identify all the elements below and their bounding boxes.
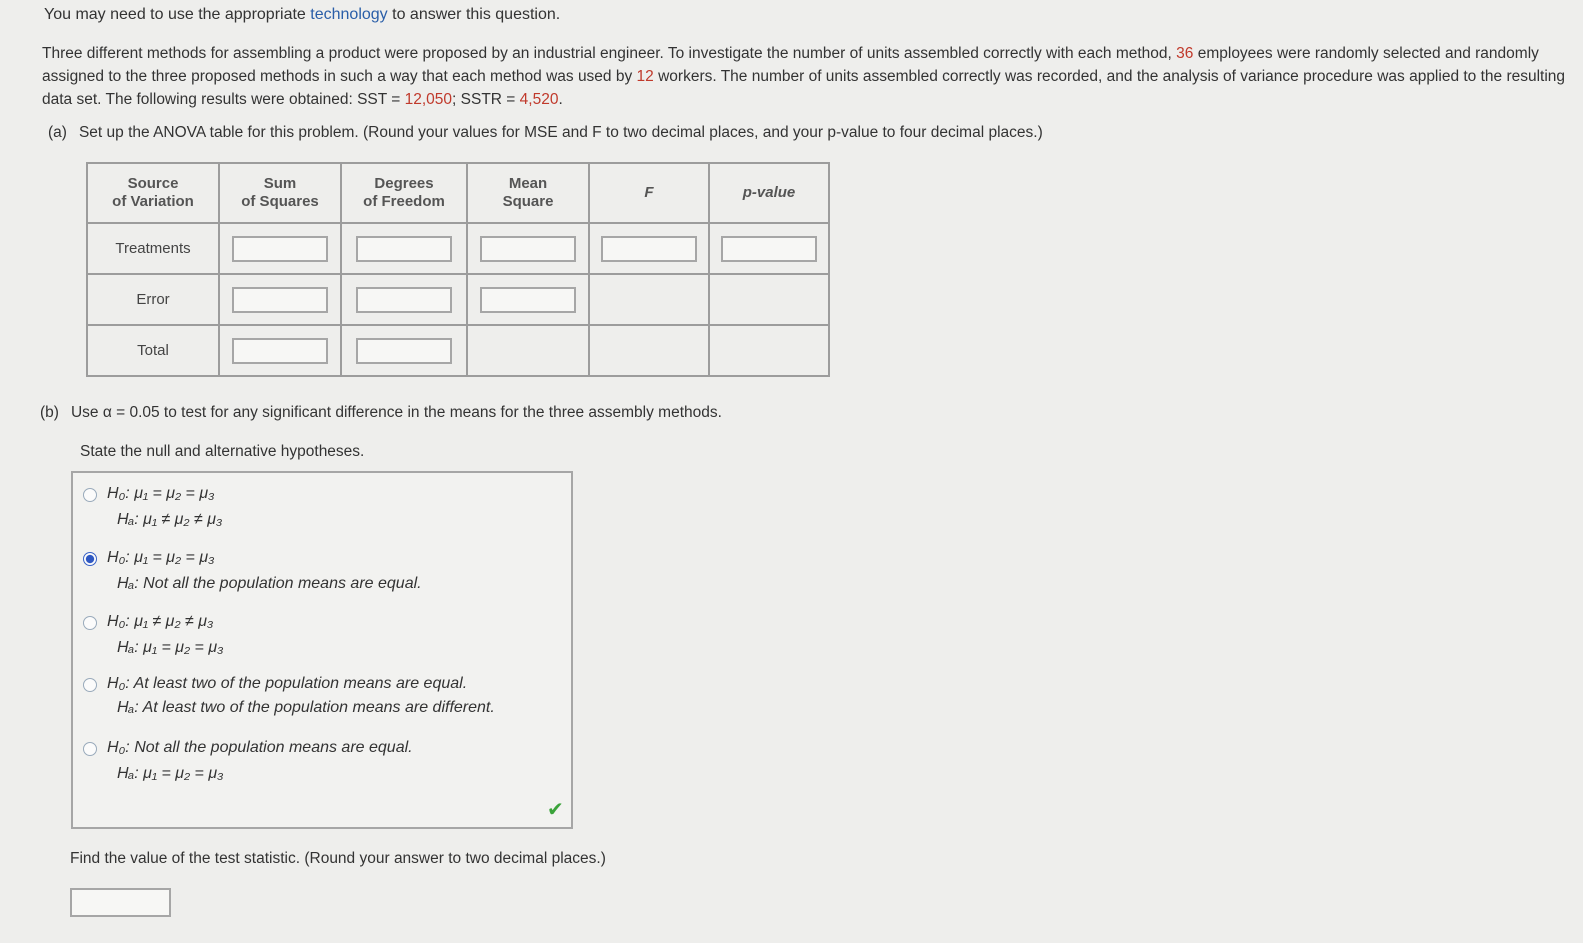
- header-f: F: [589, 163, 709, 223]
- mstr-input[interactable]: [480, 236, 576, 262]
- part-a-prompt: (a) Set up the ANOVA table for this problem. (Round your values for MSE and F to two decimal places, and your p-value to four decimal places.): [48, 124, 1043, 141]
- empty-cell: [467, 325, 589, 376]
- empty-cell: [709, 274, 829, 325]
- technology-note: You may need to use the appropriate technology to answer this question.: [44, 6, 561, 23]
- test-statistic-input[interactable]: [70, 888, 171, 917]
- treatments-label: Treatments: [87, 223, 219, 274]
- anova-table: [86, 162, 830, 377]
- sstr-input[interactable]: [232, 236, 328, 262]
- empty-cell: [589, 325, 709, 376]
- sse-input[interactable]: [232, 287, 328, 313]
- header-degrees-freedom: Degrees of Freedom: [341, 163, 467, 223]
- p-value-input[interactable]: [721, 236, 817, 262]
- radio-option-1[interactable]: [83, 488, 97, 502]
- radio-option-3[interactable]: [83, 616, 97, 630]
- employees-count: 36: [1176, 45, 1194, 62]
- error-label: Error: [87, 274, 219, 325]
- df-treatments-input[interactable]: [356, 236, 452, 262]
- f-input[interactable]: [601, 236, 697, 262]
- total-label: Total: [87, 325, 219, 376]
- mse-input[interactable]: [480, 287, 576, 313]
- workers-count: 12: [636, 68, 654, 85]
- empty-cell: [709, 325, 829, 376]
- radio-option-4[interactable]: [83, 678, 97, 692]
- header-sum-of-squares: Sum of Squares: [219, 163, 341, 223]
- hypotheses-choices: H₀: μ₁ = μ₂ = μ₃ Hₐ: μ₁ ≠ μ₂ ≠ μ₃ H₀: μ₁ = μ₂ = μ₃ Hₐ: Not all the population means are equal. H₀: μ₁ ≠ μ₂ ≠ μ₃ Hₐ: μ₁ = μ₂ = μ₃ H₀: At least two of the population means are equal. Hₐ: At least two of the population means are different. H₀: Not all the population means are equal. Hₐ: μ₁ = μ₂ = μ₃ ✔: [71, 471, 573, 829]
- test-statistic-prompt: Find the value of the test statistic. (Round your answer to two decimal places.): [70, 850, 606, 867]
- header-source: Source of Variation: [87, 163, 219, 223]
- row-error: [87, 274, 829, 325]
- sstr-value: 4,520: [519, 91, 559, 108]
- hypotheses-prompt: State the null and alternative hypotheses.: [80, 443, 365, 460]
- problem-statement: Three different methods for assembling a product were proposed by an industrial engineer. To investigate the number of units assembled correctly with each method, 36 employees were randomly selected and randomly assigned to the three proposed methods in such a way that each method was used by 12 workers. The number of units assembled correctly was recorded, and the analysis of variance procedure was applied to the resulting data set. The following results were obtained: SST = 12,050; SSTR = 4,520.: [42, 45, 1566, 108]
- sst-input[interactable]: [232, 338, 328, 364]
- row-total: [87, 325, 829, 376]
- radio-option-2[interactable]: [83, 552, 97, 566]
- sst-value: 12,050: [404, 91, 453, 108]
- df-total-input[interactable]: [356, 338, 452, 364]
- anova-header-row: [87, 163, 829, 223]
- row-treatments: [87, 223, 829, 274]
- header-p-value: p-value: [709, 163, 829, 223]
- technology-link[interactable]: technology: [310, 6, 388, 23]
- header-mean-square: Mean Square: [467, 163, 589, 223]
- radio-option-5[interactable]: [83, 742, 97, 756]
- checkmark-icon: ✔: [547, 799, 564, 821]
- part-b-prompt: (b) Use α = 0.05 to test for any significant difference in the means for the three assembly methods.: [40, 404, 722, 421]
- df-error-input[interactable]: [356, 287, 452, 313]
- empty-cell: [589, 274, 709, 325]
